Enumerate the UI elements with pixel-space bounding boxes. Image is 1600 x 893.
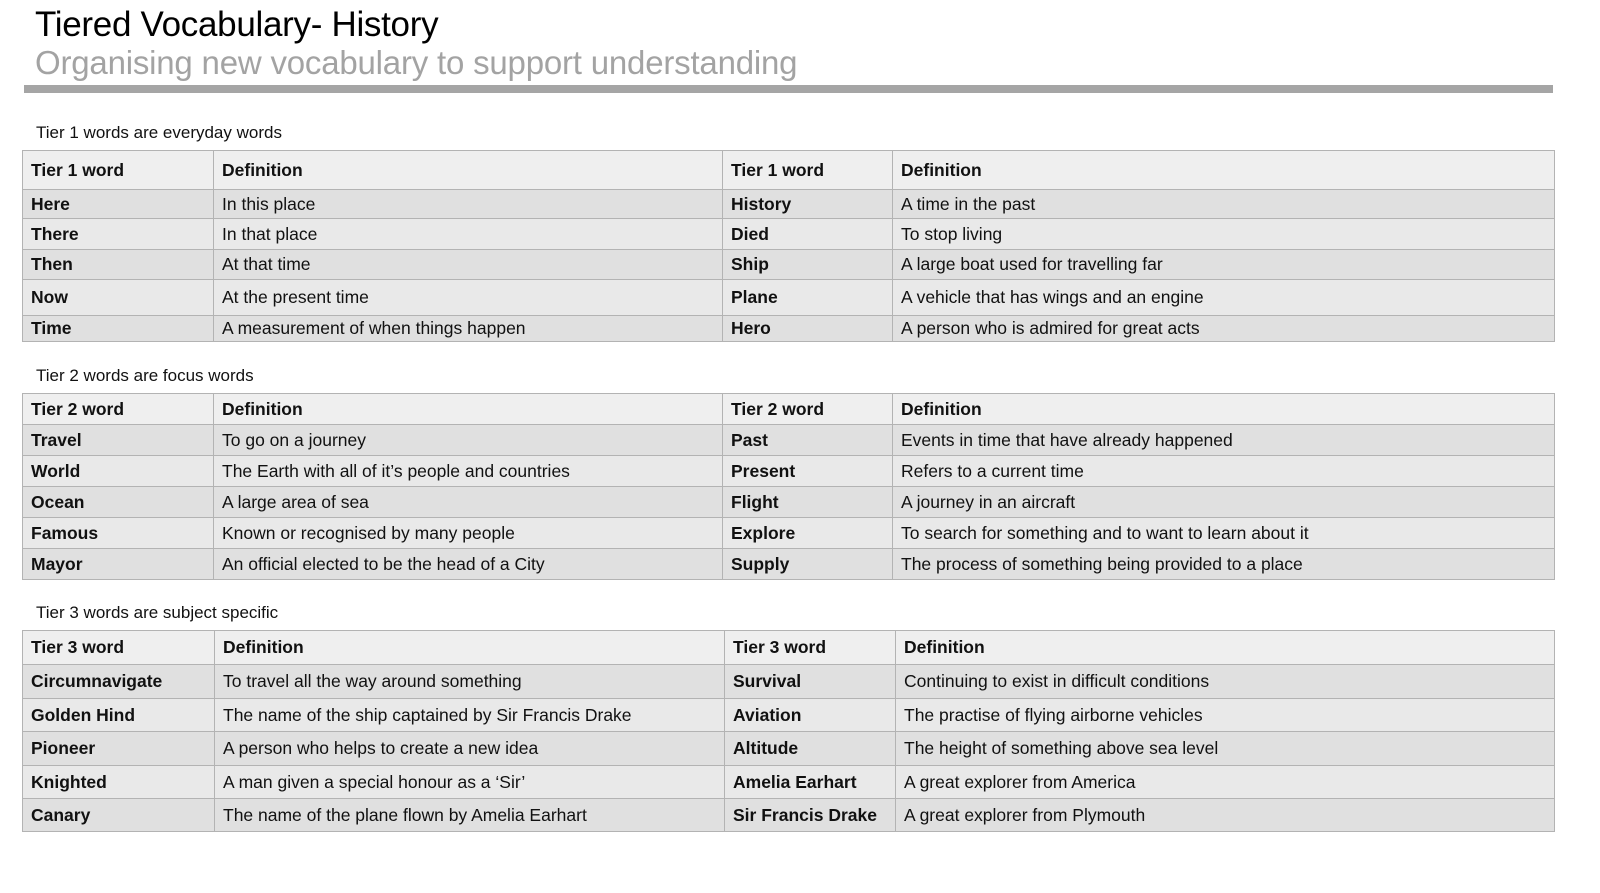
table-row <box>23 699 1555 732</box>
vocab-definition: A journey in an aircraft <box>893 487 1555 518</box>
vocab-word: Hero <box>723 316 893 342</box>
vocab-word: Knighted <box>23 766 215 799</box>
vocab-word: Travel <box>23 425 214 456</box>
vocab-word: Flight <box>723 487 893 518</box>
vocab-definition: To search for something and to want to learn about it <box>893 518 1555 549</box>
vocab-definition: The height of something above sea level <box>896 732 1555 766</box>
column-header-definition: Definition <box>215 631 725 665</box>
table-row <box>23 425 1555 456</box>
table-row <box>23 456 1555 487</box>
table-row <box>23 665 1555 699</box>
vocab-word: Explore <box>723 518 893 549</box>
column-header-word: Tier 1 word <box>723 151 893 190</box>
vocab-word: Mayor <box>23 549 214 580</box>
vocab-word: Now <box>23 280 214 316</box>
vocab-word: Then <box>23 250 214 280</box>
vocab-word: Canary <box>23 799 215 832</box>
vocab-definition: A person who is admired for great acts <box>893 316 1555 342</box>
vocab-definition: The practise of flying airborne vehicles <box>896 699 1555 732</box>
vocab-definition: Events in time that have already happened <box>893 425 1555 456</box>
vocab-word: Died <box>723 219 893 250</box>
vocab-definition: A great explorer from America <box>896 766 1555 799</box>
vocab-definition: A large boat used for travelling far <box>893 250 1555 280</box>
vocab-definition: Continuing to exist in difficult conditions <box>896 665 1555 699</box>
table-header-row <box>23 631 1555 665</box>
column-header-definition: Definition <box>893 394 1555 425</box>
table-header-row <box>23 151 1555 190</box>
vocab-definition: To stop living <box>893 219 1555 250</box>
vocab-word: Time <box>23 316 214 342</box>
vocab-word: Ship <box>723 250 893 280</box>
vocab-definition: To go on a journey <box>214 425 723 456</box>
tier3-caption: Tier 3 words are subject specific <box>36 603 279 622</box>
table-row <box>23 250 1555 280</box>
vocab-definition: Refers to a current time <box>893 456 1555 487</box>
vocab-word: Here <box>23 190 214 219</box>
vocab-definition: A measurement of when things happen <box>214 316 723 342</box>
vocab-word: Pioneer <box>23 732 215 766</box>
column-header-word: Tier 3 word <box>725 631 896 665</box>
vocab-word: Aviation <box>725 699 896 732</box>
column-header-definition: Definition <box>896 631 1555 665</box>
vocab-word: Survival <box>725 665 896 699</box>
tier1-caption: Tier 1 words are everyday words <box>36 123 282 142</box>
vocab-word: Amelia Earhart <box>725 766 896 799</box>
column-header-definition: Definition <box>893 151 1555 190</box>
vocab-definition: The name of the ship captained by Sir Francis Drake <box>215 699 725 732</box>
page-title: Tiered Vocabulary- History <box>35 5 439 44</box>
vocab-word: Circumnavigate <box>23 665 215 699</box>
vocab-word: History <box>723 190 893 219</box>
vocab-definition: In that place <box>214 219 723 250</box>
vocab-definition: The Earth with all of it’s people and countries <box>214 456 723 487</box>
table-row <box>23 190 1555 219</box>
tier2-caption: Tier 2 words are focus words <box>36 366 254 385</box>
table-row <box>23 219 1555 250</box>
tier3-table <box>22 630 1555 832</box>
vocab-definition: A person who helps to create a new idea <box>215 732 725 766</box>
vocab-definition: In this place <box>214 190 723 219</box>
vocab-definition: Known or recognised by many people <box>214 518 723 549</box>
vocab-word: World <box>23 456 214 487</box>
vocab-definition: A vehicle that has wings and an engine <box>893 280 1555 316</box>
vocab-definition: To travel all the way around something <box>215 665 725 699</box>
table-row <box>23 732 1555 766</box>
vocab-word: There <box>23 219 214 250</box>
column-header-word: Tier 1 word <box>23 151 214 190</box>
vocab-definition: A great explorer from Plymouth <box>896 799 1555 832</box>
vocab-word: Altitude <box>725 732 896 766</box>
column-header-word: Tier 2 word <box>723 394 893 425</box>
table-row <box>23 518 1555 549</box>
column-header-word: Tier 2 word <box>23 394 214 425</box>
vocab-definition: At that time <box>214 250 723 280</box>
vocab-word: Supply <box>723 549 893 580</box>
vocab-definition: An official elected to be the head of a City <box>214 549 723 580</box>
table-row <box>23 799 1555 832</box>
table-row <box>23 549 1555 580</box>
vocab-definition: The process of something being provided to a place <box>893 549 1555 580</box>
vocab-word: Sir Francis Drake <box>725 799 896 832</box>
tier2-table <box>22 393 1555 580</box>
vocab-definition: At the present time <box>214 280 723 316</box>
page-header <box>35 4 797 80</box>
vocab-definition: A man given a special honour as a ‘Sir’ <box>215 766 725 799</box>
table-row <box>23 316 1555 342</box>
header-divider <box>24 85 1553 93</box>
vocab-word: Famous <box>23 518 214 549</box>
tier1-table <box>22 150 1555 342</box>
vocab-definition: The name of the plane flown by Amelia Earhart <box>215 799 725 832</box>
vocab-word: Present <box>723 456 893 487</box>
vocab-word: Past <box>723 425 893 456</box>
table-row <box>23 487 1555 518</box>
vocab-definition: A time in the past <box>893 190 1555 219</box>
vocab-definition: A large area of sea <box>214 487 723 518</box>
column-header-word: Tier 3 word <box>23 631 215 665</box>
table-header-row <box>23 394 1555 425</box>
page-subtitle: Organising new vocabulary to support understanding <box>35 44 798 81</box>
table-row <box>23 766 1555 799</box>
vocab-word: Ocean <box>23 487 214 518</box>
column-header-definition: Definition <box>214 151 723 190</box>
table-row <box>23 280 1555 316</box>
vocab-word: Golden Hind <box>23 699 215 732</box>
column-header-definition: Definition <box>214 394 723 425</box>
vocab-word: Plane <box>723 280 893 316</box>
